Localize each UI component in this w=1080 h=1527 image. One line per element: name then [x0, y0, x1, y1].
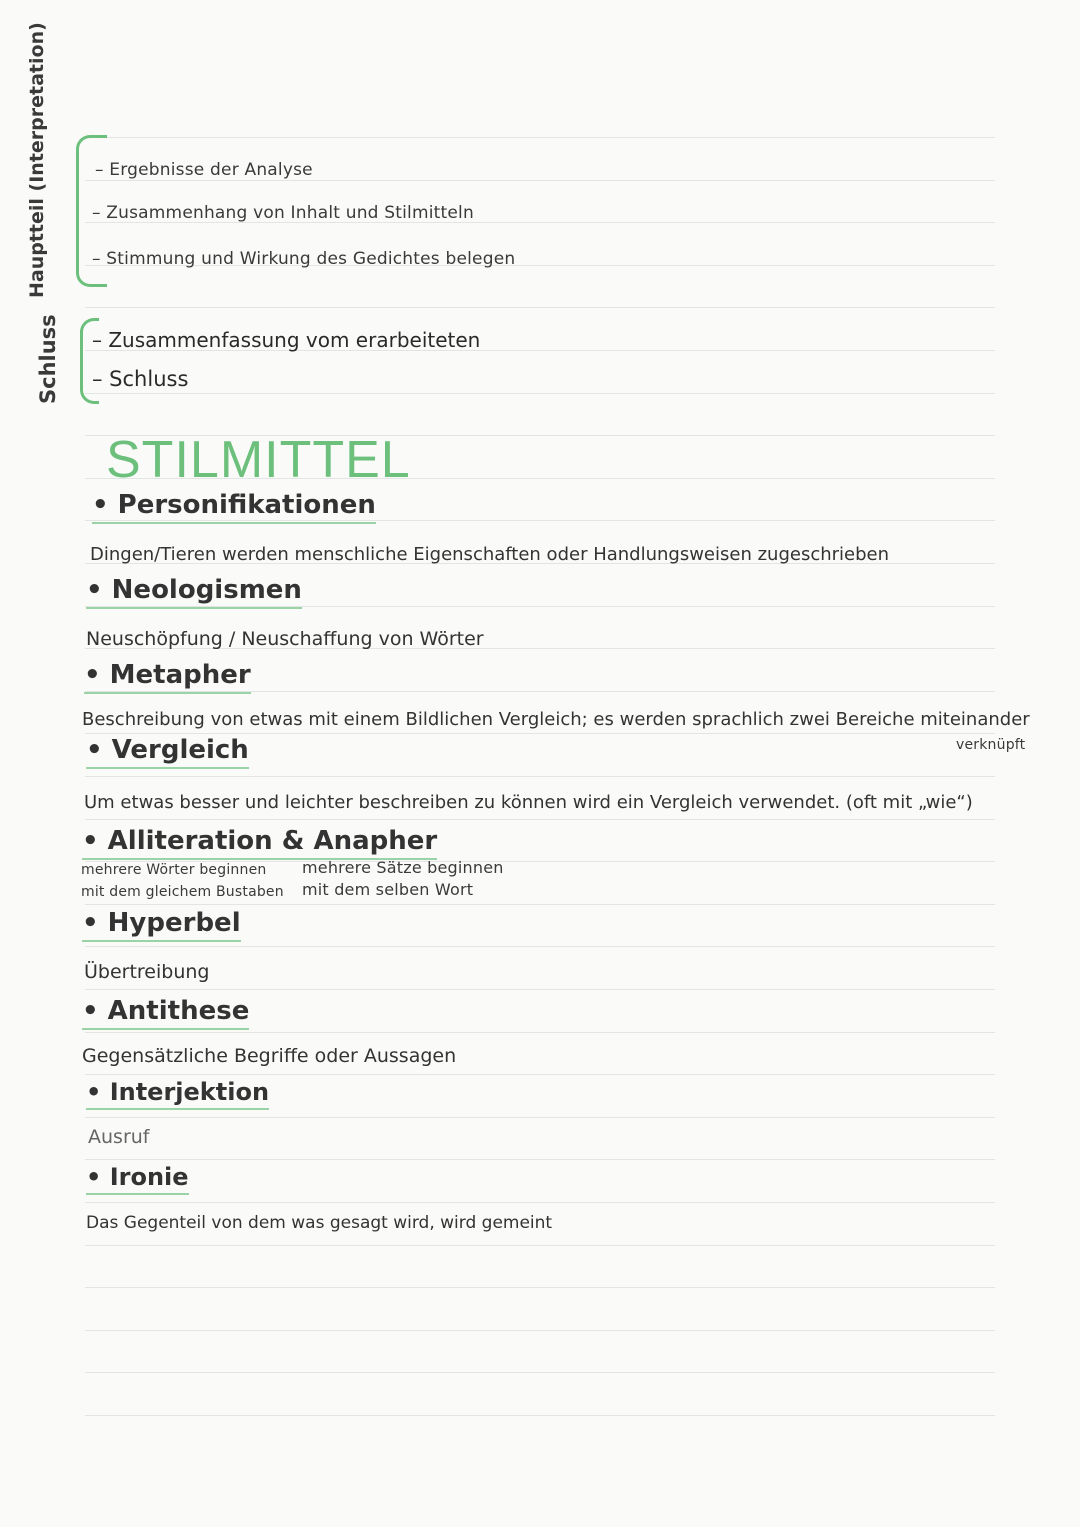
definition: Dingen/Tieren werden menschliche Eigenschaften oder Handlungsweisen zugeschrieben [90, 544, 890, 565]
term-ironie: • Ironie [86, 1163, 189, 1195]
term-personifikationen: • Personifikationen [92, 490, 376, 524]
ruled-line [85, 776, 995, 777]
definition: Das Gegenteil von dem was gesagt wird, wird gemeint [86, 1213, 553, 1233]
stilmittel-title: STILMITTEL [106, 431, 411, 489]
ruled-line [85, 1074, 995, 1075]
schluss-item: – Schluss [92, 367, 189, 391]
note-line: mit dem selben Wort [302, 880, 474, 899]
definition: Um etwas besser und leichter beschreiben zu können wird ein Vergleich verwendet. (oft mit „wie“) [84, 792, 973, 813]
definition: Beschreibung von etwas mit einem Bildlichen Vergleich; es werden sprachlich zwei Bereiche miteinander [82, 709, 1030, 730]
note-alliteration [81, 859, 284, 903]
term-hyperbel: • Hyperbel [82, 908, 241, 942]
hauptteil-item: – Stimmung und Wirkung des Gedichtes belegen [92, 249, 516, 269]
note-line: mehrere Wörter beginnen [81, 862, 267, 878]
ruled-line [85, 393, 995, 394]
term-antithese: • Antithese [82, 996, 249, 1030]
definition: Gegensätzliche Begriffe oder Aussagen [82, 1045, 457, 1067]
definition-continuation: verknüpft [956, 737, 1026, 753]
schluss-label: Schluss [36, 314, 60, 404]
ruled-line [85, 307, 995, 308]
term-interjektion: • Interjektion [86, 1078, 269, 1110]
ruled-line [85, 904, 995, 905]
hauptteil-label: Hauptteil (Interpretation) [26, 22, 48, 298]
term-vergleich: • Vergleich [86, 735, 249, 769]
ruled-line [85, 1245, 995, 1246]
ruled-line [85, 137, 995, 138]
definition: Neuschöpfung / Neuschaffung von Wörter [86, 628, 484, 650]
hauptteil-item: – Ergebnisse der Analyse [95, 160, 313, 180]
ruled-line [85, 1372, 995, 1373]
hauptteil-item: – Zusammenhang von Inhalt und Stilmitteln [92, 203, 474, 223]
ruled-line [85, 819, 995, 820]
note-line: mehrere Sätze beginnen [302, 858, 504, 877]
note-anapher [302, 857, 504, 901]
note-line: mit dem gleichem Bustaben [81, 884, 284, 900]
ruled-line [85, 946, 995, 947]
ruled-line [85, 1159, 995, 1160]
schluss-item: – Zusammenfassung vom erarbeiteten [92, 328, 481, 352]
term-neologismen: • Neologismen [86, 575, 302, 609]
definition: Übertreibung [84, 961, 210, 983]
ruled-line [85, 1117, 995, 1118]
term-alliteration-anapher: • Alliteration & Anapher [82, 826, 437, 860]
definition: Ausruf [88, 1126, 150, 1148]
term-metapher: • Metapher [84, 660, 251, 694]
ruled-line [85, 1330, 995, 1331]
ruled-line [85, 1032, 995, 1033]
ruled-line [85, 1202, 995, 1203]
ruled-line [85, 989, 995, 990]
ruled-line [85, 1287, 995, 1288]
ruled-line [85, 1415, 995, 1416]
